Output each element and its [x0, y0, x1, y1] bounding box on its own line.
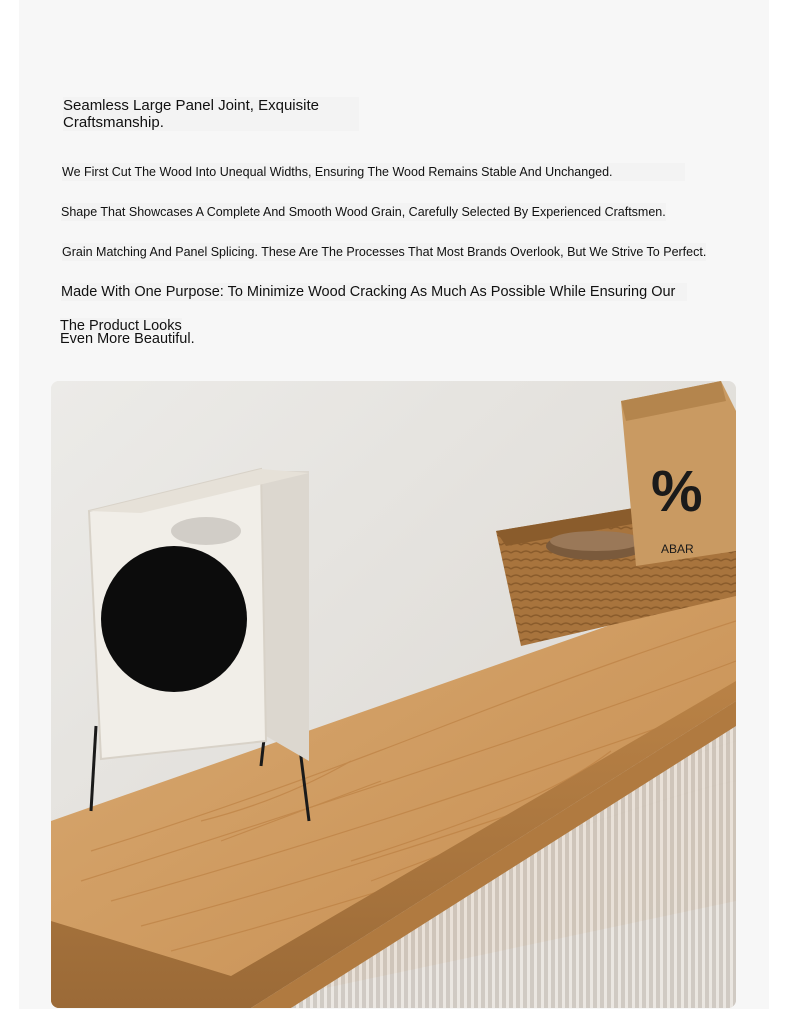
purpose-line-2: The Product Looks — [60, 318, 182, 334]
product-photo — [51, 381, 736, 1008]
heading-line-1: Seamless Large Panel Joint, Exquisite — [63, 97, 319, 114]
purpose-statement: Made With One Purpose: To Minimize Wood Cracking As Much As Possible While Ensuring Our — [61, 283, 687, 301]
paragraph-cut-wood: We First Cut The Wood Into Unequal Widths, Ensuring The Wood Remains Stable And Unchanged. — [62, 163, 685, 181]
coffee-bag — [621, 381, 736, 566]
product-detail-page — [19, 0, 769, 1009]
lamp-circle — [101, 546, 247, 692]
purpose-line-3: Even More Beautiful. — [60, 331, 195, 347]
section-heading — [63, 97, 359, 131]
bag-brand: ABAR — [661, 542, 694, 556]
bag-label: % — [651, 459, 703, 524]
paragraph-wood-grain: Shape That Showcases A Complete And Smooth Wood Grain, Carefully Selected By Experienced Craftsmen. — [61, 205, 666, 219]
paragraph-grain-matching: Grain Matching And Panel Splicing. These Are The Processes That Most Brands Overlook, But We Strive To Perfect. — [62, 245, 707, 259]
heading-line-2: Craftsmanship. — [63, 114, 164, 131]
